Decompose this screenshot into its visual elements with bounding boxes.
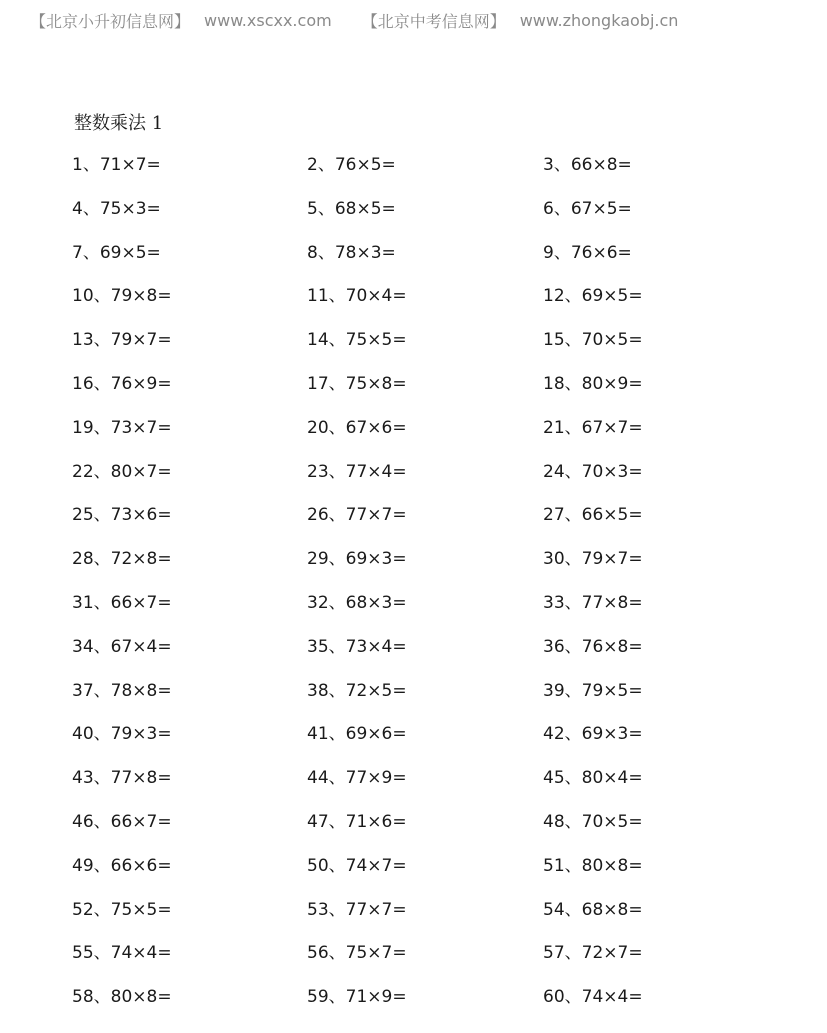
problem-item: 38、72×5= [307, 680, 407, 701]
problem-row [72, 370, 772, 414]
problem-row [72, 852, 772, 896]
problem-row [72, 983, 772, 1027]
problem-item: 39、79×5= [543, 680, 643, 701]
problem-item: 12、69×5= [543, 286, 643, 307]
problem-item: 55、74×4= [72, 943, 172, 964]
problem-item: 4、75×3= [72, 198, 161, 219]
problem-row [72, 282, 772, 326]
problem-item: 32、68×3= [307, 592, 407, 613]
problem-row [72, 195, 772, 239]
problem-item: 33、77×8= [543, 592, 643, 613]
problem-item: 21、67×7= [543, 417, 643, 438]
problem-item: 27、66×5= [543, 505, 643, 526]
problem-row [72, 239, 772, 283]
problem-item: 13、79×7= [72, 330, 172, 351]
problem-row [72, 326, 772, 370]
problem-item: 41、69×6= [307, 724, 407, 745]
problem-item: 56、75×7= [307, 943, 407, 964]
problem-item: 43、77×8= [72, 768, 172, 789]
problem-item: 11、70×4= [307, 286, 407, 307]
page-header [30, 8, 678, 32]
problem-item: 57、72×7= [543, 943, 643, 964]
problem-row [72, 589, 772, 633]
problem-item: 46、66×7= [72, 811, 172, 832]
problem-row [72, 939, 772, 983]
problem-item: 47、71×6= [307, 811, 407, 832]
site2-name: 【北京中考信息网】 [361, 11, 506, 31]
problem-item: 26、77×7= [307, 505, 407, 526]
problem-item: 54、68×8= [543, 899, 643, 920]
problem-item: 22、80×7= [72, 461, 172, 482]
problem-row [72, 808, 772, 852]
problem-item: 44、77×9= [307, 768, 407, 789]
problem-grid [72, 151, 772, 1027]
problem-row [72, 633, 772, 677]
problem-item: 16、76×9= [72, 373, 172, 394]
problem-item: 5、68×5= [307, 198, 396, 219]
problem-row [72, 501, 772, 545]
problem-item: 25、73×6= [72, 505, 172, 526]
problem-item: 24、70×3= [543, 461, 643, 482]
site1-name: 【北京小升初信息网】 [30, 11, 191, 31]
problem-item: 59、71×9= [307, 987, 407, 1008]
problem-row [72, 677, 772, 721]
problem-item: 9、76×6= [543, 242, 632, 263]
problem-item: 53、77×7= [307, 899, 407, 920]
problem-item: 2、76×5= [307, 155, 396, 175]
problem-item: 36、76×8= [543, 636, 643, 657]
problem-item: 17、75×8= [307, 373, 407, 394]
problem-item: 29、69×3= [307, 549, 407, 570]
problem-item: 31、66×7= [72, 592, 172, 613]
problem-item: 20、67×6= [307, 417, 407, 438]
problem-item: 1、71×7= [72, 155, 161, 175]
site1-url[interactable]: www.xscxx.com [204, 10, 332, 30]
problem-item: 49、66×6= [72, 855, 172, 876]
problem-row [72, 896, 772, 940]
problem-row [72, 151, 772, 195]
problem-row [72, 720, 772, 764]
problem-item: 19、73×7= [72, 417, 172, 438]
problem-row [72, 414, 772, 458]
problem-item: 40、79×3= [72, 724, 172, 745]
problem-item: 10、79×8= [72, 286, 172, 307]
problem-item: 45、80×4= [543, 768, 643, 789]
problem-item: 6、67×5= [543, 198, 632, 219]
problem-item: 58、80×8= [72, 987, 172, 1008]
problem-item: 28、72×8= [72, 549, 172, 570]
problem-row [72, 545, 772, 589]
problem-item: 7、69×5= [72, 242, 161, 263]
problem-item: 34、67×4= [72, 636, 172, 657]
problem-item: 18、80×9= [543, 373, 643, 394]
problem-item: 48、70×5= [543, 811, 643, 832]
problem-item: 35、73×4= [307, 636, 407, 657]
problem-item: 30、79×7= [543, 549, 643, 570]
problem-item: 51、80×8= [543, 855, 643, 876]
problem-item: 52、75×5= [72, 899, 172, 920]
worksheet-title: 整数乘法 1 [74, 113, 164, 134]
problem-item: 8、78×3= [307, 242, 396, 263]
problem-row [72, 458, 772, 502]
problem-item: 60、74×4= [543, 987, 643, 1008]
problem-item: 50、74×7= [307, 855, 407, 876]
problem-item: 14、75×5= [307, 330, 407, 351]
problem-item: 3、66×8= [543, 155, 632, 175]
problem-item: 37、78×8= [72, 680, 172, 701]
site2-url[interactable]: www.zhongkaobj.cn [519, 10, 679, 30]
problem-item: 42、69×3= [543, 724, 643, 745]
problem-row [72, 764, 772, 808]
problem-item: 23、77×4= [307, 461, 407, 482]
problem-item: 15、70×5= [543, 330, 643, 351]
